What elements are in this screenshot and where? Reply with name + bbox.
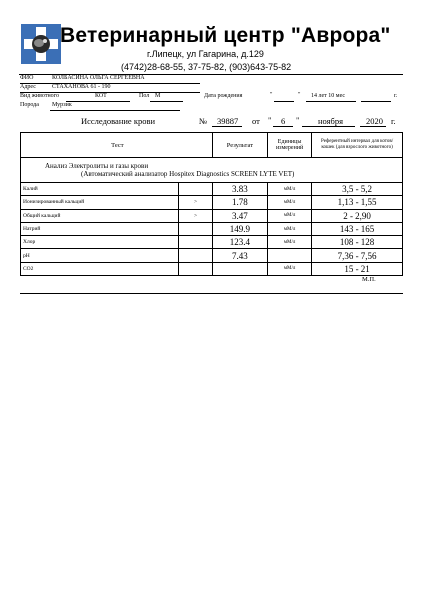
breed-underline <box>50 110 180 111</box>
test-name: Хлор <box>21 236 179 249</box>
clinic-phones: (4742)28-68-55, 37-75-82, (903)643-75-82 <box>121 62 292 72</box>
result-value <box>212 262 267 275</box>
result-value: 1.78 <box>212 196 267 209</box>
results-body <box>21 183 403 276</box>
clinic-address: г.Липецк, ул Гагарина, д.129 <box>147 49 264 59</box>
study-label: Исследование крови <box>81 116 156 126</box>
study-number-underline <box>212 126 242 127</box>
result-unit: мМ/л <box>268 222 312 235</box>
results-table <box>20 132 403 276</box>
result-flag: > <box>179 196 212 209</box>
table-row <box>21 262 403 275</box>
study-number: 39887 <box>217 116 239 126</box>
table-header-row <box>21 133 403 158</box>
result-flag: > <box>179 209 212 222</box>
table-row <box>21 209 403 222</box>
birth-label: Дата рождения <box>204 93 243 99</box>
header-test: Тест <box>21 133 213 158</box>
reference-range: 108 - 128 <box>312 236 403 249</box>
result-flag <box>179 222 212 235</box>
section-subtitle: (Автоматический анализатор Hospitex Diagnostics SCREEN LYTE VET) <box>81 170 295 178</box>
birth-year-underline <box>361 101 391 102</box>
test-name: Ионизированный кальций <box>21 196 179 209</box>
sex-underline <box>150 101 183 102</box>
table-row <box>21 249 403 262</box>
reference-range: 7,36 - 7,56 <box>312 249 403 262</box>
result-unit: мМ/л <box>268 262 312 275</box>
breed-label: Порода <box>20 102 39 108</box>
stamp-label: М.П. <box>362 276 376 283</box>
study-month-underline <box>302 126 355 127</box>
species-value: КОТ <box>95 93 107 99</box>
header-ref: Референтный интервал для котов/кошек (для взрослого животного) <box>312 133 403 158</box>
header-units: Единицы измерений <box>268 133 312 158</box>
result-unit: мМ/л <box>268 196 312 209</box>
test-name: CO2 <box>21 262 179 275</box>
result-unit: мМ/л <box>268 209 312 222</box>
result-flag <box>179 183 212 196</box>
result-value: 3.83 <box>212 183 267 196</box>
age-underline <box>306 101 356 102</box>
address-value: СТАХАНОВА 61 - 190 <box>52 84 111 90</box>
study-quote-open: " <box>268 115 272 125</box>
clinic-logo <box>19 22 63 66</box>
result-flag <box>179 236 212 249</box>
study-quote-close: " <box>296 115 300 125</box>
section-row <box>21 158 403 183</box>
study-month: ноября <box>318 116 344 126</box>
reference-range: 1,13 - 1,55 <box>312 196 403 209</box>
result-unit <box>268 249 312 262</box>
result-flag <box>179 262 212 275</box>
header-result: Результат <box>212 133 267 158</box>
result-value: 7.43 <box>212 249 267 262</box>
species-underline <box>66 101 130 102</box>
study-year: 2020 <box>366 116 383 126</box>
table-row <box>21 222 403 235</box>
result-flag <box>179 249 212 262</box>
study-from: от <box>252 116 260 126</box>
result-unit: мМ/л <box>268 236 312 249</box>
birth-quote-open: " <box>270 92 273 98</box>
result-value: 123.4 <box>212 236 267 249</box>
test-name: Общий кальций <box>21 209 179 222</box>
section-cell <box>21 158 403 183</box>
sex-label: Пол <box>139 93 150 99</box>
study-year-suffix: г. <box>391 116 396 126</box>
study-day-underline <box>273 126 293 127</box>
table-row <box>21 196 403 209</box>
reference-range: 3,5 - 5,2 <box>312 183 403 196</box>
owner-value: КОЛБАСИНА ОЛЬГА СЕРГЕЕВНА <box>52 75 145 81</box>
clinic-title: Ветеринарный центр "Аврора" <box>60 24 391 47</box>
birth-year-suffix: г. <box>394 93 398 99</box>
test-name: Натрий <box>21 222 179 235</box>
result-unit: мМ/л <box>268 183 312 196</box>
study-number-sign: № <box>199 116 208 126</box>
reference-range: 15 - 21 <box>312 262 403 275</box>
result-value: 149.9 <box>212 222 267 235</box>
study-day: 6 <box>281 116 286 126</box>
sex-value: М <box>155 93 161 99</box>
age-value: 14 лет 10 мес <box>311 93 346 99</box>
address-label: Адрес <box>20 84 36 90</box>
table-row <box>21 183 403 196</box>
study-year-underline <box>360 126 386 127</box>
owner-label: ФИО <box>20 75 34 81</box>
test-name: pH <box>21 249 179 262</box>
species-label: Вид животного <box>20 93 59 99</box>
section-title: Анализ Электролиты и газы крови <box>45 162 149 170</box>
birth-day-underline <box>274 101 294 102</box>
bottom-divider <box>20 293 403 294</box>
result-value: 3.47 <box>212 209 267 222</box>
test-name: Калий <box>21 183 179 196</box>
reference-range: 2 - 2,90 <box>312 209 403 222</box>
breed-value: Мурзик <box>52 102 72 108</box>
table-row <box>21 236 403 249</box>
birth-quote-close: " <box>298 92 301 98</box>
reference-range: 143 - 165 <box>312 222 403 235</box>
